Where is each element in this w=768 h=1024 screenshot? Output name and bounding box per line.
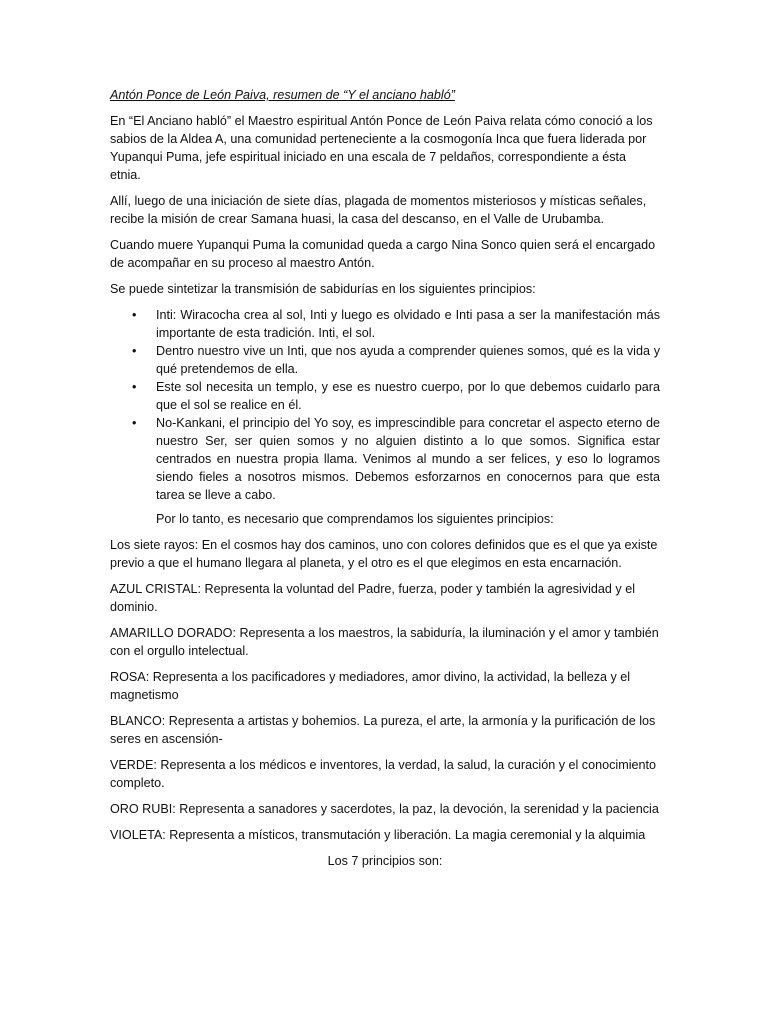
ray-amarillo-dorado: AMARILLO DORADO: Representa a los maestros, la sabiduría, la iluminación y el amor y también con el orgullo intelectual.	[110, 626, 659, 658]
list-item-text: Este sol necesita un templo, y ese es nuestro cuerpo, por lo que debemos cuidarlo para que el sol se realice en él.	[156, 380, 660, 412]
paragraph-following-principles: Por lo tanto, es necesario que comprendamos los siguientes principios:	[156, 512, 554, 526]
paragraph-principles-intro: Se puede sintetizar la transmisión de sabidurías en los siguientes principios:	[110, 282, 536, 296]
list-item-text: No-Kankani, el principio del Yo soy, es imprescindible para concretar el aspecto eterno de nuestro Ser, ser quien somos y no alguien distinto a lo que somos. Significa estar centrados en nuestra propia llama. Venimos al mundo a ser felices, y eso lo logramos siendo fieles a nosotros mismos. Debemos esforzarnos en conocernos para que esta tarea se lleve a cabo.	[156, 416, 660, 502]
principles-list	[110, 306, 660, 504]
paragraph-intro: En “El Anciano habló” el Maestro espiritual Antón Ponce de León Paiva relata cómo conoció a los sabios de la Aldea A, una comunidad perteneciente a la cosmogonía Inca que fuera liderada por Yupanqui Puma, jefe espiritual iniciado en una escala de 7 peldaños, correspondiente a ésta etnia.	[110, 114, 653, 182]
paragraph-seven-rays: Los siete rayos: En el cosmos hay dos caminos, uno con colores definidos que es el que ya existe previo a que el humano llegara al planeta, y el otro es el que elegimos en esta encarnación.	[110, 538, 658, 570]
ray-azul-cristal: AZUL CRISTAL: Representa la voluntad del Padre, fuerza, poder y también la agresividad y el dominio.	[110, 582, 636, 614]
paragraph-initiation: Allí, luego de una iniciación de siete días, plagada de momentos misteriosos y místicas señales, recibe la misión de crear Samana huasi, la casa del descanso, en el Valle de Urubamba.	[110, 194, 647, 226]
list-item	[110, 342, 660, 378]
list-item	[110, 414, 660, 504]
ray-oro-rubi: ORO RUBI: Representa a sanadores y sacerdotes, la paz, la devoción, la serenidad y la paciencia	[110, 802, 659, 816]
document-title: Antón Ponce de León Paiva, resumen de “Y el anciano habló”	[110, 88, 455, 102]
list-item	[110, 306, 660, 342]
ray-verde: VERDE: Representa a los médicos e inventores, la verdad, la salud, la curación y el conocimiento completo.	[110, 758, 657, 790]
bullet-icon: •	[132, 416, 137, 430]
paragraph-nina-sonco: Cuando muere Yupanqui Puma la comunidad queda a cargo Nina Sonco quien será el encargado de acompañar en su proceso al maestro Antón.	[110, 238, 656, 270]
ray-rosa: ROSA: Representa a los pacificadores y mediadores, amor divino, la actividad, la belleza y el magnetismo	[110, 670, 631, 702]
bullet-icon: •	[132, 308, 137, 322]
list-item-text: Dentro nuestro vive un Inti, que nos ayuda a comprender quienes somos, qué es la vida y qué pretendemos de ella.	[156, 344, 660, 376]
document-page	[110, 86, 660, 878]
list-item	[110, 378, 660, 414]
ray-violeta: VIOLETA: Representa a místicos, transmutación y liberación. La magia ceremonial y la alquimia	[110, 828, 646, 842]
ray-blanco: BLANCO: Representa a artistas y bohemios. La pureza, el arte, la armonía y la purificación de los seres en ascensión-	[110, 714, 656, 746]
closing-heading: Los 7 principios son:	[327, 854, 443, 868]
list-item-text: Inti: Wiracocha crea al sol, Inti y luego es olvidado e Inti pasa a ser la manifestación más importante de esta tradición. Inti, el sol.	[156, 308, 660, 340]
bullet-icon: •	[132, 380, 137, 394]
bullet-icon: •	[132, 344, 137, 358]
